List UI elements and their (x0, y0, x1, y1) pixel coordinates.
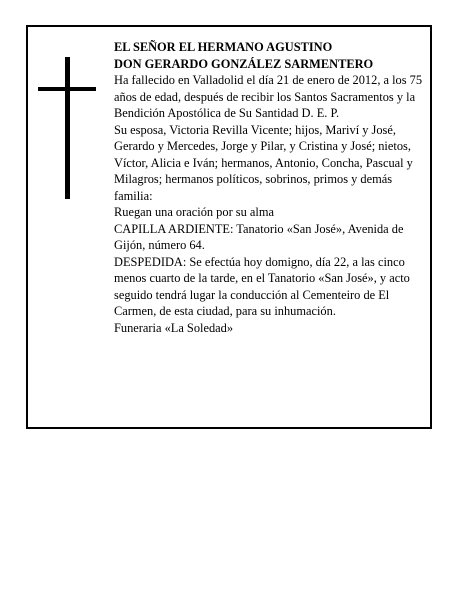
death-announcement: Ha fallecido en Valladolid el día 21 de enero de 2012, a los 75 años de edad, después de recibir los Santos Sacramentos y la Bendición Apostólica de Su Santidad D. E. P. (114, 73, 423, 120)
family-list: Su esposa, Victoria Revilla Vicente; hijos, Mariví y José, Gerardo y Mercedes, Jorge y Pilar, y Cristina y José; nietos, Víctor, Alicia e Iván; hermanos, Antonio, Concha, Pascual y Milagros; hermanos políticos, sobrinos, primos y demás familia: (114, 122, 413, 203)
heading-line-2: DON GERARDO GONZÁLEZ SARMENTERO (114, 56, 374, 71)
chapel-info: CAPILLA ARDIENTE: Tanatorio «San José», Avenida de Gijón, número 64. (114, 221, 404, 252)
obituary-notice (26, 25, 432, 429)
prayer-request: Ruegan una oración por su alma (114, 205, 274, 219)
cross-vertical-bar (65, 57, 70, 199)
cross-horizontal-bar (38, 87, 96, 91)
notice-body (114, 39, 426, 336)
farewell-info: DESPEDIDA: Se efectúa hoy domigno, día 22, a las cinco menos cuarto de la tarde, en el Tanatorio «San José», y acto seguido tendrá lugar la conducción al Cementeiro de El Carmen, de esta ciudad, para su inhumación. (114, 254, 410, 318)
funeral-home: Funeraria «La Soledad» (114, 320, 234, 335)
heading-line-1: EL SEÑOR EL HERMANO AGUSTINO (114, 40, 333, 54)
latin-cross-icon (38, 57, 96, 199)
